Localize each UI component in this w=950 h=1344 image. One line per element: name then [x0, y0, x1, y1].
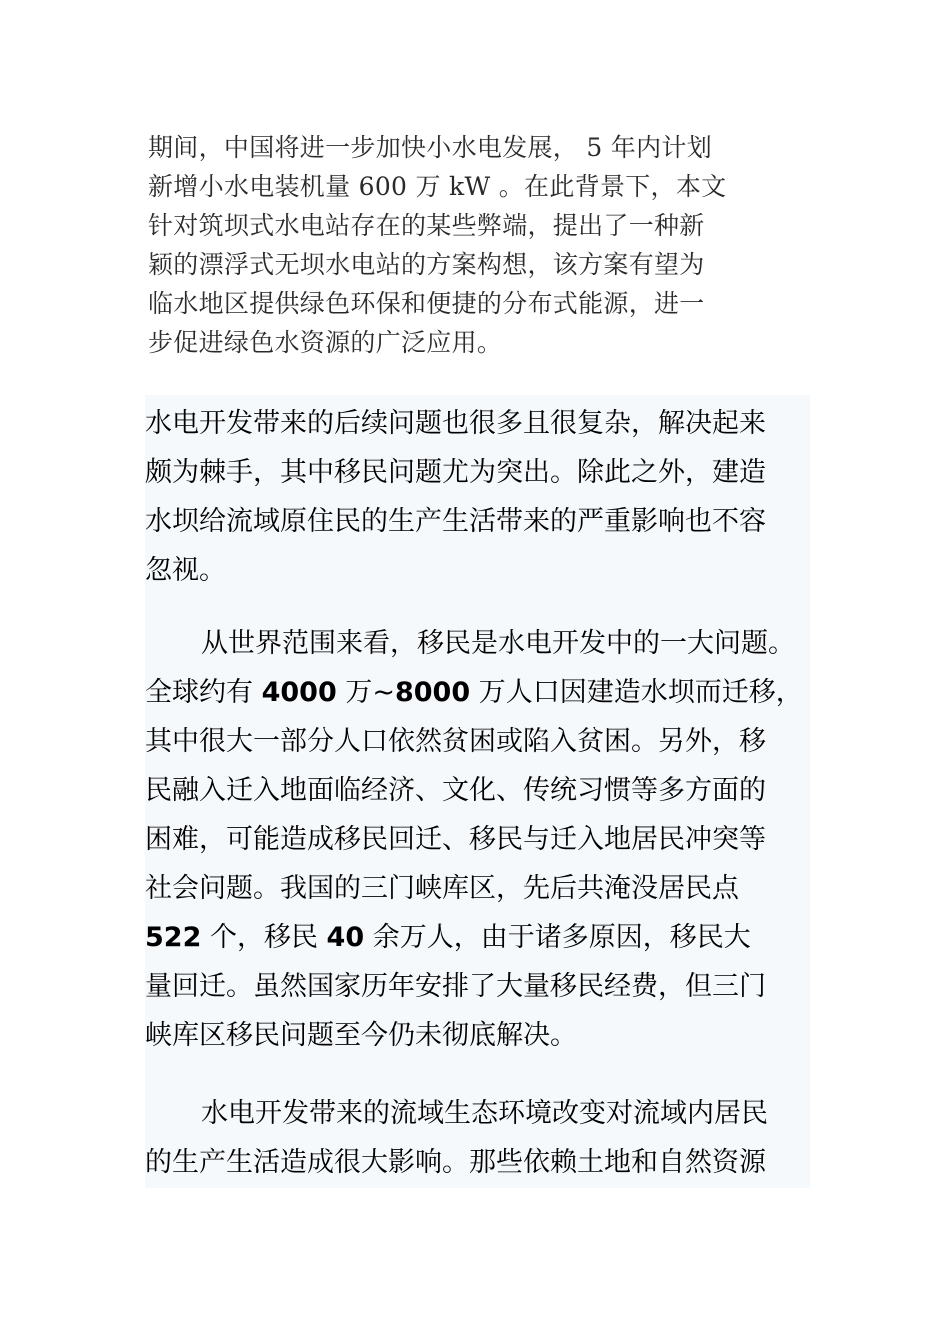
text-line: 水电开发带来的后续问题也很多且很复杂，解决起来: [145, 408, 766, 439]
text-span: 万人口因建造水坝而迁移，: [470, 677, 803, 708]
text-span: 余万人，由于诸多原因，移民大: [364, 922, 751, 953]
scan-line: 针对筑坝式水电站存在的某些弊端，提出了一种新: [148, 211, 705, 240]
scan-line: 新增小水电装机量 600 万 kW 。在此背景下，本文: [148, 172, 727, 201]
scanned-paragraph: [148, 128, 808, 362]
scan-line: 颖的漂浮式无坝水电站的方案构想，该方案有望为: [148, 250, 705, 279]
number-8000: 8000: [394, 677, 471, 708]
text-line: 社会问题。我国的三门峡库区，先后共淹没居民点: [145, 873, 739, 904]
text-line: 的生产生活造成很大影响。那些依赖土地和自然资源: [145, 1147, 766, 1178]
paragraph-resettlement-intro: [145, 399, 825, 595]
text-line: [145, 668, 825, 717]
scan-line: 临水地区提供绿色环保和便捷的分布式能源，进一: [148, 289, 705, 318]
text-line: [145, 913, 825, 962]
number-522: 522: [145, 922, 202, 953]
scan-line: 步促进绿色水资源的广泛应用。: [148, 328, 503, 357]
text-line: 其中很大一部分人口依然贫困或陷入贫困。另外，移: [145, 726, 766, 757]
text-line: 量回迁。虽然国家历年安排了大量移民经费，但三门: [145, 971, 766, 1002]
scan-line: 期间，中国将进一步加快小水电发展， 5 年内计划: [148, 133, 713, 162]
number-40: 40: [326, 922, 365, 953]
text-span: 全球约有: [145, 677, 262, 708]
text-line: 民融入迁入地面临经济、文化、传统习惯等多方面的: [145, 775, 766, 806]
text-line: 水坝给流域原住民的生产生活带来的严重影响也不容: [145, 506, 766, 537]
paragraph-resettlement-global: [145, 619, 825, 1060]
text-span: 个，移民: [201, 922, 327, 953]
text-line: 水电开发带来的流域生态环境改变对流域内居民: [201, 1098, 768, 1129]
text-line: 困难，可能造成移民回迁、移民与迁入地居民冲突等: [145, 824, 766, 855]
paragraph-ecology: [145, 1089, 825, 1187]
text-span: 万~: [336, 677, 395, 708]
highlighted-text-block: [145, 395, 810, 1188]
text-line: 从世界范围来看，移民是水电开发中的一大问题。: [201, 628, 795, 659]
number-4000: 4000: [261, 677, 337, 708]
text-line: 峡库区移民问题至今仍未彻底解决。: [145, 1020, 577, 1051]
text-line: 颇为棘手，其中移民问题尤为突出。除此之外，建造: [145, 457, 766, 488]
text-line: 忽视。: [145, 555, 226, 586]
